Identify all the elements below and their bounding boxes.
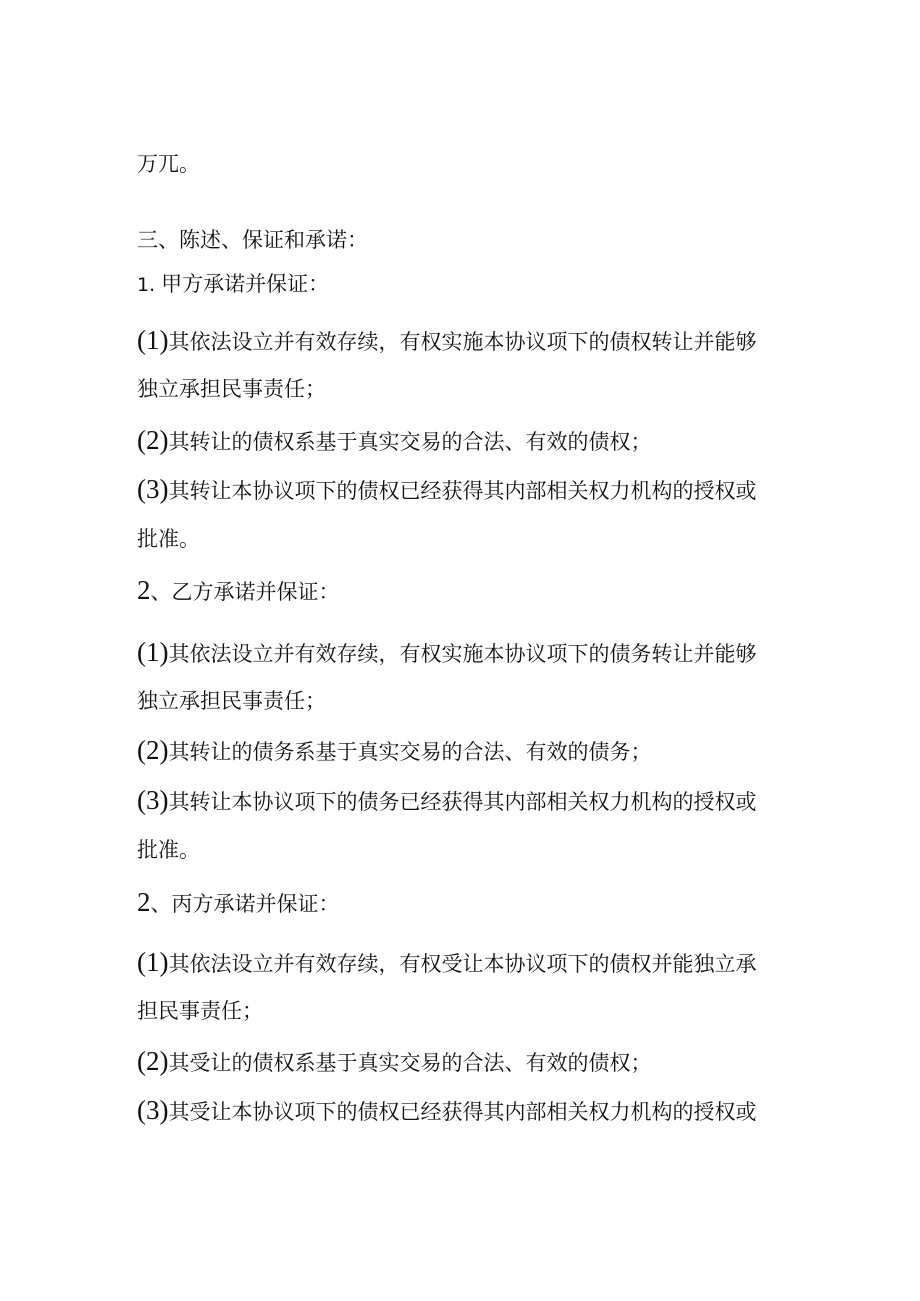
line-text: 其受让本协议项下的债权已经获得其内部相关权力机构的授权或: [168, 1100, 757, 1124]
text-line: [137, 686, 326, 716]
list-item: [137, 425, 651, 455]
line-text: 甲方承诺并保证：: [161, 272, 330, 296]
text-line: [137, 835, 200, 865]
text-line: [137, 524, 200, 554]
line-text: 独立承担民事责任；: [137, 689, 326, 713]
list-number: (3): [137, 474, 169, 504]
list-number: 1.: [137, 274, 162, 296]
list-number: (2): [137, 735, 169, 765]
list-number: (1): [137, 637, 169, 667]
list-number: (3): [137, 1095, 169, 1125]
line-text: 批准。: [137, 838, 200, 862]
line-text: 其依法设立并有效存续，有权受让本协议项下的债权并能独立承: [168, 952, 757, 976]
list-number: (2): [137, 1046, 169, 1076]
line-text: 其转让本协议项下的债权已经获得其内部相关权力机构的授权或: [168, 479, 757, 503]
line-text: 、乙方承诺并保证：: [150, 580, 340, 604]
line-text: 三、陈述、保证和承诺：: [137, 228, 368, 252]
list-number: (1): [137, 947, 169, 977]
line-text: 其转让的债权系基于真实交易的合法、有效的债权；: [168, 430, 652, 454]
list-number: (1): [137, 325, 169, 355]
list-item: [137, 785, 756, 815]
list-item: [137, 947, 756, 977]
list-number: 2: [137, 575, 151, 605]
line-text: 其依法设立并有效存续，有权实施本协议项下的债务转让并能够: [168, 642, 757, 666]
line-text: 独立承担民事责任；: [137, 377, 326, 401]
list-number: (2): [137, 425, 169, 455]
line-text: 担民事责任；: [137, 999, 263, 1023]
line-text: 其受让的债权系基于真实交易的合法、有效的债权；: [168, 1051, 652, 1075]
section-heading: [137, 225, 368, 255]
list-item: [137, 735, 651, 765]
line-text: 其转让本协议项下的债务已经获得其内部相关权力机构的授权或: [168, 790, 757, 814]
line-text: 万兀。: [137, 152, 200, 176]
subsection-heading: [137, 887, 340, 917]
line-text: 其依法设立并有效存续，有权实施本协议项下的债权转让并能够: [168, 330, 757, 354]
subsection-heading: [137, 575, 340, 605]
list-item: [137, 474, 756, 504]
subsection-heading: [137, 269, 329, 299]
line-text: 批准。: [137, 527, 200, 551]
list-item: [137, 1095, 756, 1125]
line-text: 其转让的债务系基于真实交易的合法、有效的债务；: [168, 740, 652, 764]
text-line: [137, 996, 263, 1026]
list-number: (3): [137, 785, 169, 815]
text-line: [137, 149, 200, 179]
list-item: [137, 1046, 651, 1076]
list-item: [137, 325, 756, 355]
line-text: 、丙方承诺并保证：: [150, 892, 340, 916]
list-item: [137, 637, 756, 667]
list-number: 2: [137, 887, 151, 917]
text-line: [137, 374, 326, 404]
